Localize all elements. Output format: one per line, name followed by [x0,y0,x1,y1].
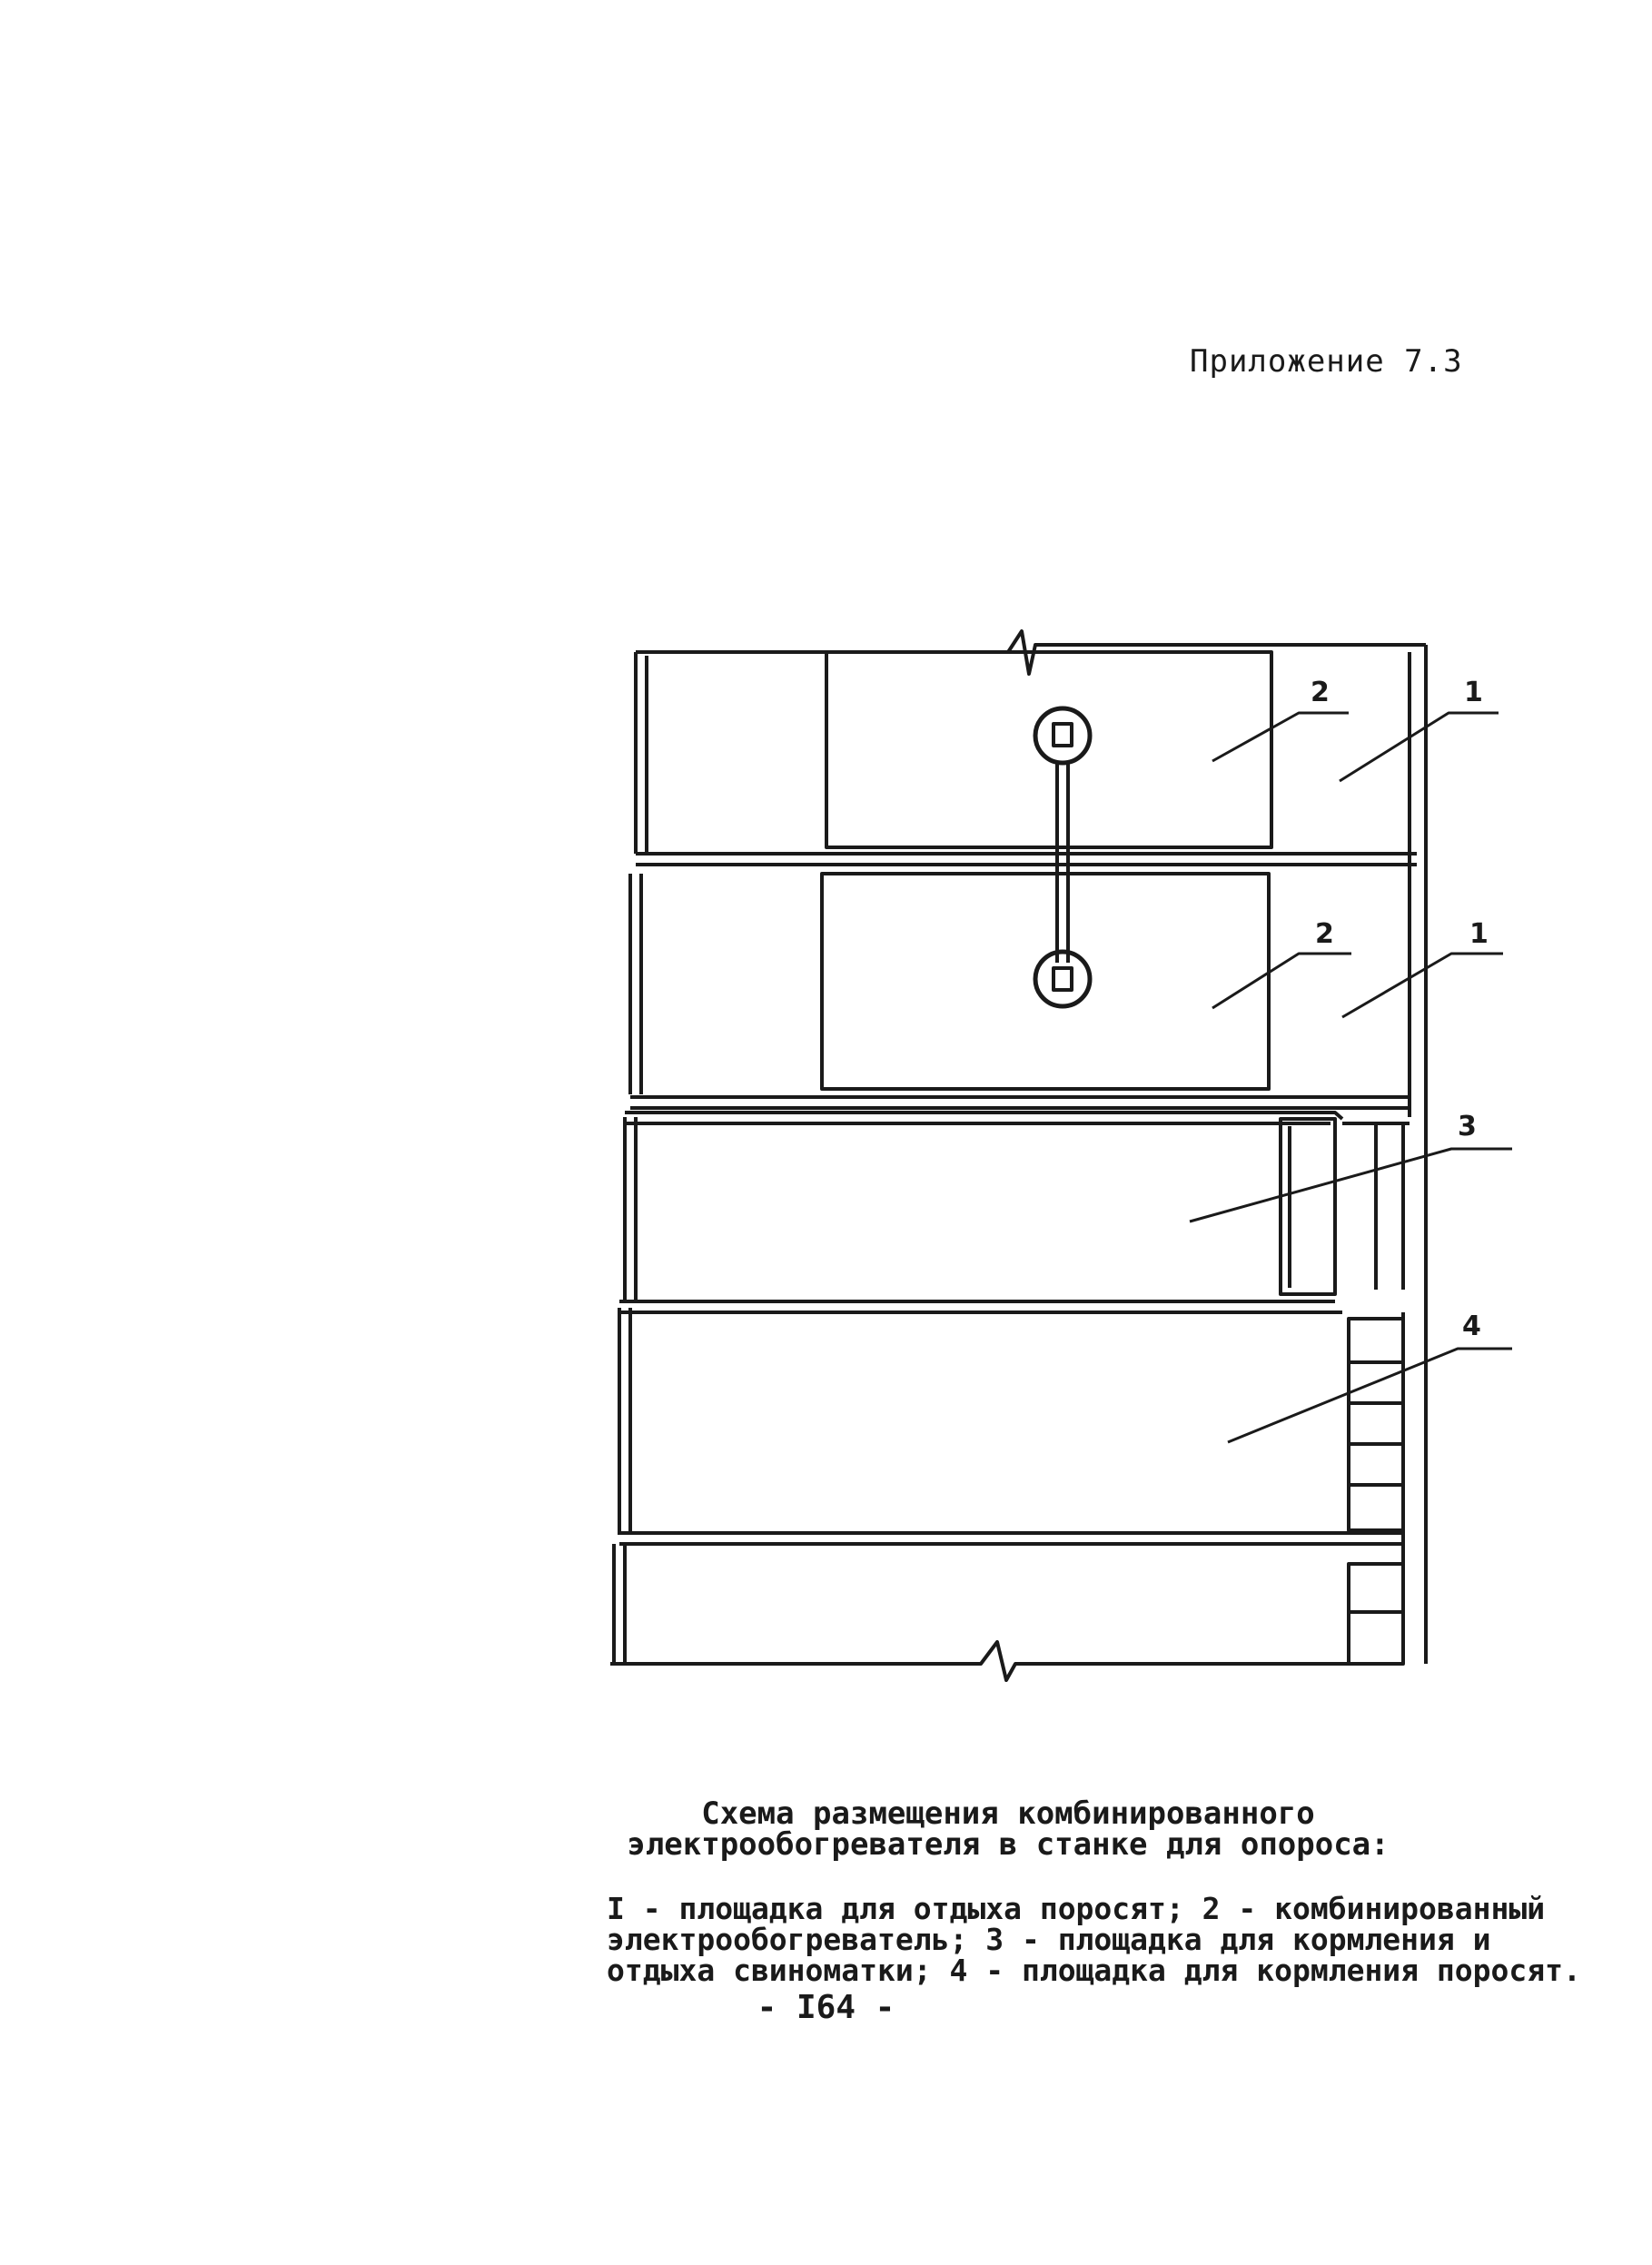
sow-feeder [1281,1119,1335,1294]
page-number: - I64 - [757,1989,895,2026]
callout-1-top: 1 [1464,677,1483,708]
divider-1 [636,854,1417,865]
legend-line-2: электрообогреватель; 3 - площадка для кормления и [607,1922,1491,1957]
divider-2 [630,1097,1410,1108]
left-wall-seg-3 [625,1117,636,1303]
divider-5 [619,1533,1403,1544]
leader-1-mid [1342,954,1503,1017]
caption-title-line-1: Схема размещения комбинированного [701,1795,1315,1832]
heater-device-mid [1035,952,1090,1006]
outer-frame-bottom [610,1642,1403,1680]
figure-legend [607,1891,1624,1988]
leader-3 [1190,1149,1512,1222]
heater-zone-top [826,652,1271,847]
left-wall-seg-5 [614,1544,625,1664]
heater-device-mid-core [1054,968,1072,990]
left-wall-seg-2 [630,874,641,1094]
callout-4: 4 [1462,1311,1481,1342]
appendix-label: Приложение 7.3 [1190,343,1463,380]
callout-2-mid: 2 [1315,918,1334,950]
callout-3: 3 [1458,1111,1477,1142]
divider-3 [625,1113,1342,1123]
leader-2-top [1212,713,1349,761]
left-wall-seg-1 [636,656,647,852]
heater-device-top-core [1054,724,1072,746]
callout-1-mid: 1 [1469,918,1489,950]
heater-device-top [1035,708,1090,763]
leader-1-top [1340,713,1499,781]
leader-2-mid [1212,954,1351,1008]
figure-caption-title [599,1795,1417,1863]
legend-line-3: отдыха свиноматки; 4 - площадка для кормления поросят. [607,1953,1581,1988]
left-wall-seg-4 [619,1308,630,1535]
caption-title-line-2: электрообогревателя в станке для опороса: [627,1826,1390,1863]
legend-line-1: I - площадка для отдыха поросят; 2 - комбинированный [607,1891,1546,1926]
heater-zone-mid [822,874,1269,1089]
piglet-feeder [1349,1319,1403,1530]
callout-2-top: 2 [1311,677,1330,708]
divider-4 [619,1301,1342,1312]
